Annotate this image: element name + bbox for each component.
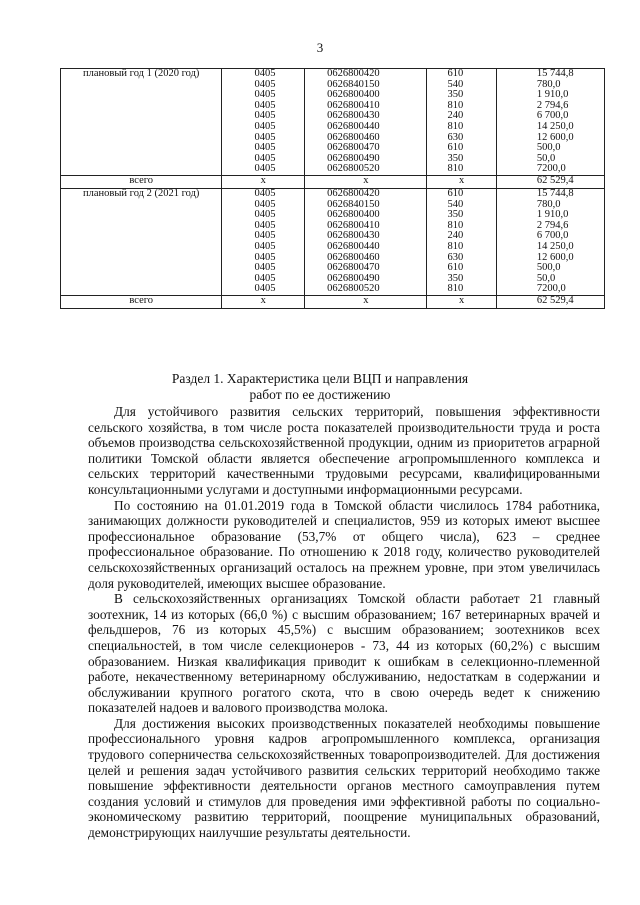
total-x-cell: х: [427, 295, 496, 308]
table-cell-value: 6 700,0: [536, 110, 569, 122]
table-cell-value: 12 600,0: [536, 251, 574, 263]
target-article-cell: [305, 188, 427, 295]
group-label: плановый год 2 (2021 год): [61, 188, 222, 295]
table-cell-value: 14 250,0: [536, 120, 574, 132]
table-cell-value: 350: [447, 89, 464, 101]
table-cell-value: 0626800400: [327, 209, 380, 221]
table-cell-value: 0626800400: [327, 89, 380, 101]
table-cell-value: 610: [447, 68, 464, 79]
table-cell-value: 0626800470: [327, 142, 380, 154]
section-code-cell: [222, 188, 305, 295]
table-cell-value: 0626800410: [327, 99, 380, 111]
table-cell-value: 810: [447, 120, 464, 132]
table-cell-value: 500,0: [536, 262, 561, 274]
table-group-row: [61, 188, 605, 295]
table-cell-value: 780,0: [536, 78, 561, 90]
table-cell-value: 610: [447, 262, 464, 274]
expense-type-cell: [427, 188, 496, 295]
budget-table-body: [61, 69, 605, 309]
paragraph: В сельскохозяйственных организациях Томской области работает 21 главный зоотехник, 14 из которых (66,0 %) с высшим образованием; 167 ветеринарных врачей и фельдшеров, 76 из которых 45,5%) с высшим образованием; зоотехников всех специальностей, в том числе селекционеров - 73, 44 из которых (60,2%) с высшим образованием. Низкая квалификация приводит к ошибкам в селекционно-племенной работе, некачественному ветеринарному обслуживанию, недостаткам в содержании и обслуживании крупного рогатого скота, что в свою очередь ведет к снижению показателей надоев и валового производства молока.: [88, 591, 600, 716]
table-cell-value: 610: [447, 187, 464, 199]
table-cell-value: 0405: [254, 209, 276, 221]
table-cell-value: 0405: [254, 262, 276, 274]
total-amount-cell: 62 529,4: [496, 175, 604, 188]
table-cell-value: 540: [447, 78, 464, 90]
table-cell-value: 0405: [254, 219, 276, 231]
section-title-line2: работ по ее достижению: [249, 387, 391, 402]
table-cell-value: 15 744,8: [536, 68, 574, 79]
table-cell-value: 0405: [254, 283, 276, 295]
table-cell-value: 350: [447, 209, 464, 221]
table-cell-value: 12 600,0: [536, 131, 574, 143]
table-cell-value: 810: [447, 283, 464, 295]
table-cell-value: 0405: [254, 187, 276, 199]
table-cell-value: 14 250,0: [536, 240, 574, 252]
table-cell-value: 0405: [254, 78, 276, 90]
table-cell-value: 0405: [254, 198, 276, 210]
table-cell-value: 610: [447, 142, 464, 154]
table-cell-value: 0405: [254, 110, 276, 122]
table-cell-value: 0626800430: [327, 230, 380, 242]
target-article-cell: [305, 69, 427, 176]
table-total-row: [61, 175, 605, 188]
table-cell-value: 0626800520: [327, 283, 380, 295]
table-cell-value: 0405: [254, 251, 276, 263]
table-cell-value: 0626800460: [327, 251, 380, 263]
table-cell-value: 630: [447, 251, 464, 263]
paragraph: По состоянию на 01.01.2019 года в Томской области числилось 1784 работника, занимающих должности руководителей и специалистов, 959 из которых имеют высшее профессиональное образование (53,7% от общего числа), 623 – среднее профессиональное образование. По отношению к 2018 году, количество руководителей сельскохозяйственных организаций осталось на прежнем уровне, при этом увеличилась доля руководителей, имеющих высшее образование.: [88, 497, 600, 591]
table-cell-value: 0626800420: [327, 187, 380, 199]
table-cell-value: 240: [447, 110, 464, 122]
table-cell-value: 7200,0: [536, 283, 566, 295]
table-cell-value: 7200,0: [536, 163, 566, 175]
table-cell-value: 0405: [254, 89, 276, 101]
table-cell-value: 0626840150: [327, 78, 380, 90]
table-cell-value: 0626800490: [327, 272, 380, 284]
table-group-row: [61, 69, 605, 176]
table-cell-value: 0626800460: [327, 131, 380, 143]
body-text: [88, 404, 600, 841]
table-total-row: [61, 295, 605, 308]
table-cell-value: 0405: [254, 272, 276, 284]
total-x-cell: х: [305, 295, 427, 308]
table-cell-value: 0626800440: [327, 240, 380, 252]
table-cell-value: 0626800430: [327, 110, 380, 122]
section-title: [0, 371, 640, 403]
total-label: всего: [61, 175, 222, 188]
table-cell-value: 0405: [254, 142, 276, 154]
table-cell-value: 0405: [254, 99, 276, 111]
total-amount-cell: 62 529,4: [496, 295, 604, 308]
table-cell-value: 0626800410: [327, 219, 380, 231]
table-cell-value: 50,0: [536, 152, 556, 164]
table-cell-value: 50,0: [536, 272, 556, 284]
section-title-line1: Раздел 1. Характеристика цели ВЦП и направления: [171, 371, 469, 386]
table-cell-value: 0405: [254, 240, 276, 252]
amount-cell: [496, 188, 604, 295]
table-cell-value: 2 794,6: [536, 219, 569, 231]
table-cell-value: 240: [447, 230, 464, 242]
table-cell-value: 0405: [254, 152, 276, 164]
table-cell-value: 780,0: [536, 198, 561, 210]
table-cell-value: 0626800490: [327, 152, 380, 164]
table-cell-value: 0405: [254, 131, 276, 143]
section-code-cell: [222, 69, 305, 176]
table-cell-value: 630: [447, 131, 464, 143]
table-cell-value: 15 744,8: [536, 187, 574, 199]
table-cell-value: 6 700,0: [536, 230, 569, 242]
table-cell-value: 810: [447, 240, 464, 252]
total-x-cell: х: [305, 175, 427, 188]
table-cell-value: 500,0: [536, 142, 561, 154]
table-cell-value: 810: [447, 163, 464, 175]
table-cell-value: 810: [447, 99, 464, 111]
paragraph: Для устойчивого развития сельских территорий, повышения эффективности сельского хозяйства, в том числе роста показателей производительности труда и роста объемов производства сельскохозяйственной продукции, одним из приоритетов аграрной политики Томской области является обеспечение агропромышленного комплекса и сельских территорий качественными трудовыми ресурсами, квалифицированными консультационными услугами и доступными информационными ресурсами.: [88, 404, 600, 497]
table-cell-value: 0626840150: [327, 198, 380, 210]
expense-type-cell: [427, 69, 496, 176]
group-label: плановый год 1 (2020 год): [61, 69, 222, 176]
table-cell-value: 0626800470: [327, 262, 380, 274]
page-number: 3: [316, 40, 324, 55]
table-cell-value: 810: [447, 219, 464, 231]
table-cell-value: 0405: [254, 230, 276, 242]
table-cell-value: 0405: [254, 120, 276, 132]
table-cell-value: 1 910,0: [536, 89, 569, 101]
table-cell-value: 350: [447, 152, 464, 164]
table-cell-value: 0626800440: [327, 120, 380, 132]
total-x-cell: х: [427, 175, 496, 188]
table-cell-value: 0405: [254, 163, 276, 175]
table-cell-value: 1 910,0: [536, 209, 569, 221]
paragraph: Для достижения высоких производственных показателей необходимы повышение профессионального уровня кадров агропромышленного комплекса, организация трудового соперничества сельскохозяйственных товаропроизводителей. Для достижения целей и решения задач устойчивого развития сельских территорий необходимо также повышение эффективности деятельности органов местного самоуправления путем создания условий и стимулов для проведения ими эффективной работы по социально-экономическому развитию территорий, поощрение муниципальных образований, демонстрирующих наилучшие результаты деятельности.: [88, 715, 600, 841]
table-cell-value: 540: [447, 198, 464, 210]
table-cell-value: 0626800520: [327, 163, 380, 175]
table-cell-value: 0626800420: [327, 68, 380, 79]
total-x-cell: х: [222, 295, 305, 308]
budget-table: [60, 68, 605, 309]
table-cell-value: 0405: [254, 68, 276, 79]
table-cell-value: 2 794,6: [536, 99, 569, 111]
total-label: всего: [61, 295, 222, 308]
total-x-cell: х: [222, 175, 305, 188]
amount-cell: [496, 69, 604, 176]
table-cell-value: 350: [447, 272, 464, 284]
